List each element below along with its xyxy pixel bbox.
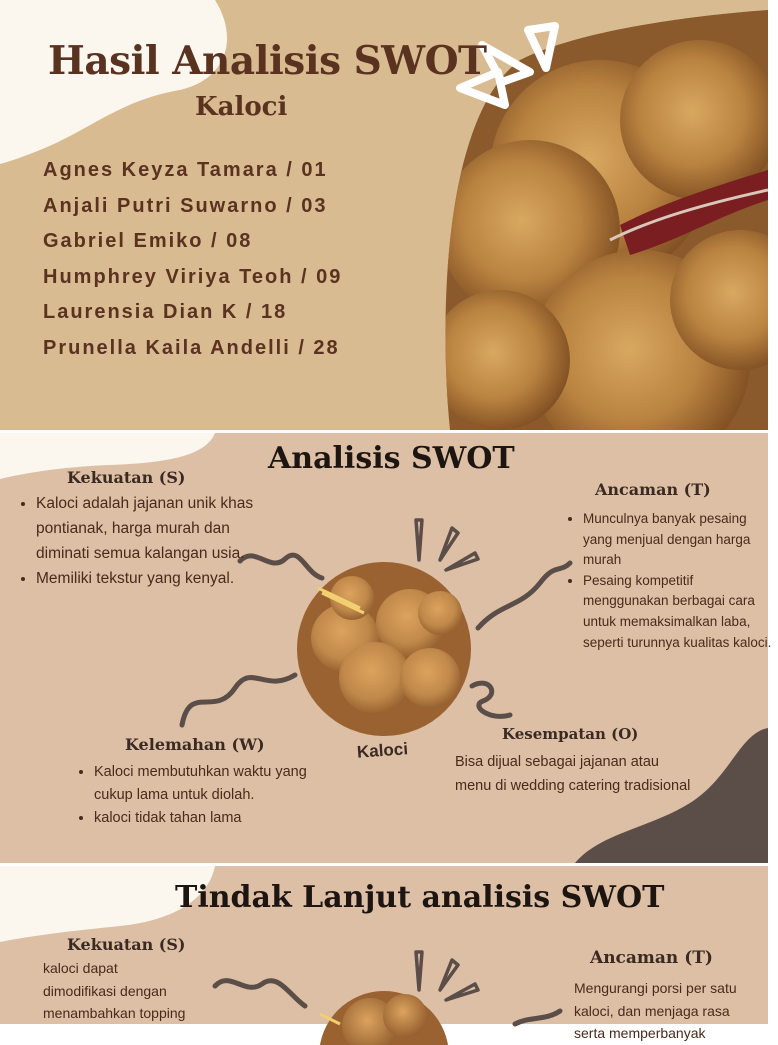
- weakness-point: • kaloci tidak tahan lama: [94, 807, 324, 830]
- threat-list: [567, 509, 778, 653]
- followup-slide: [0, 866, 768, 1041]
- member-item: Gabriel Emiko / 08: [43, 230, 253, 252]
- followup-threat-heading: Ancaman (T): [590, 948, 713, 968]
- swot-title: Analisis SWOT: [268, 441, 515, 476]
- followup-strength-text: [43, 957, 185, 1025]
- member-list: [43, 156, 342, 369]
- center-label: Kaloci: [356, 739, 409, 762]
- text-line: menambahkan topping: [43, 1005, 186, 1021]
- strength-point: • Kaloci adalah jajanan unik khas pontianak, harga murah dan diminati semua kalangan usia.: [36, 491, 266, 566]
- opportunity-heading: Kesempatan (O): [502, 725, 639, 743]
- cover-title: Hasil Analisis SWOT: [48, 38, 487, 84]
- cover-subtitle: Kaloci: [195, 92, 288, 122]
- strength-point: • Memiliki tekstur yang kenyal.: [36, 566, 266, 591]
- text-line: Mengurangi porsi per satu: [574, 980, 737, 996]
- strength-heading: Kekuatan (S): [67, 468, 186, 487]
- weakness-point: • Kaloci membutuhkan waktu yang cukup lama untuk diolah.: [94, 761, 324, 807]
- text-line: dimodifikasi dengan: [43, 982, 167, 999]
- sparkle-icon: [416, 520, 478, 570]
- text-line: kaloci dapat: [43, 960, 118, 976]
- swot-slide: [0, 433, 772, 863]
- sparkle-icon: [416, 952, 478, 1000]
- member-item: Prunella Kaila Andelli / 28: [43, 336, 340, 359]
- text-line: kaloci, dan menjaga rasa: [574, 1002, 730, 1019]
- member-item: Humphrey Viriya Teoh / 09: [43, 265, 343, 288]
- threat-point: • Pesaing kompetitif menggunakan berbagai cara untuk memaksimalkan laba, seperti turunnya kualitas kaloci.: [583, 571, 778, 653]
- weakness-list: [78, 761, 324, 830]
- text-line: serta memperbanyak: [574, 1025, 706, 1041]
- weakness-heading: Kelemahan (W): [125, 735, 265, 754]
- opportunity-text: Bisa dijual sebagai jajanan atau menu di wedding catering tradisional: [455, 754, 691, 794]
- member-item: Laurensia Dian K / 18: [43, 301, 288, 323]
- followup-title: Tindak Lanjut analisis SWOT: [175, 880, 665, 915]
- cover-slide: [0, 0, 768, 430]
- threat-point: • Munculnya banyak pesaing yang menjual dengan harga murah: [583, 509, 778, 571]
- strength-list: [20, 491, 266, 591]
- member-item: Agnes Keyza Tamara / 01: [43, 159, 328, 181]
- threat-heading: Ancaman (T): [595, 480, 711, 499]
- followup-threat-text: [574, 977, 737, 1045]
- followup-strength-heading: Kekuatan (S): [67, 935, 186, 954]
- member-item: Anjali Putri Suwarno / 03: [43, 194, 328, 217]
